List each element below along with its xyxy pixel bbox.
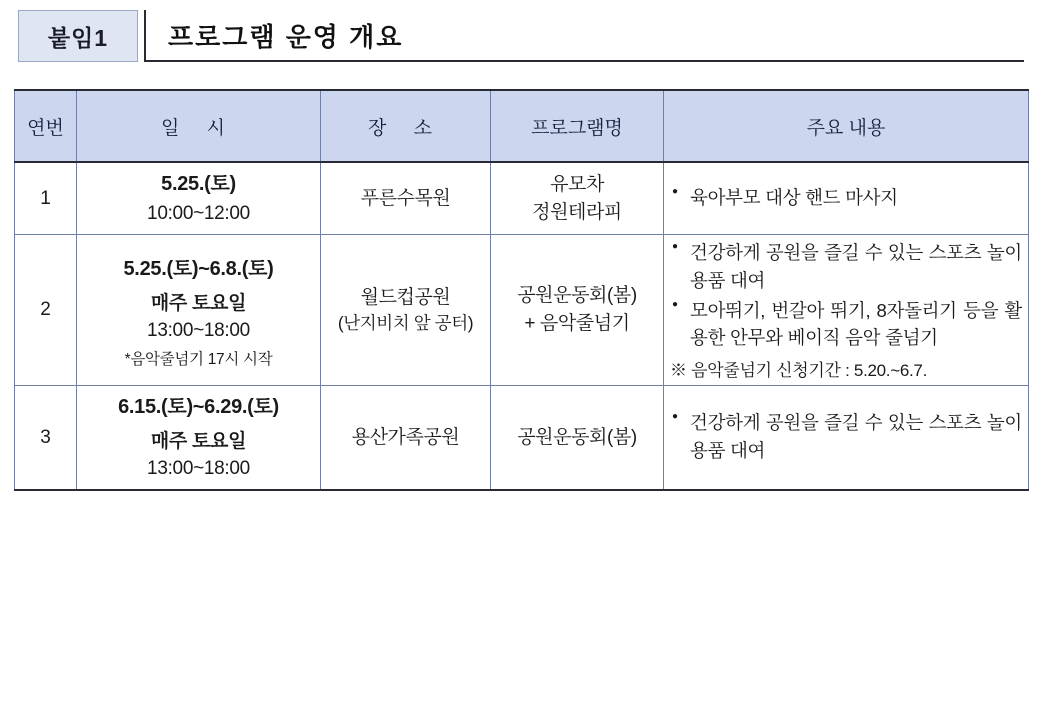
row-place bbox=[321, 386, 491, 491]
table-body bbox=[15, 162, 1029, 490]
details-list bbox=[670, 409, 1022, 465]
datetime-main: 5.25.(토) bbox=[161, 173, 236, 195]
table-header bbox=[15, 90, 1029, 162]
datetime-time: 10:00~12:00 bbox=[147, 203, 250, 224]
details-note: ※ 음악줄넘기 신청기간 : 5.20.~6.7. bbox=[670, 361, 928, 380]
list-item: ● 건강하게 공원을 즐길 수 있는 스포츠 놀이 용품 대여 bbox=[670, 239, 1022, 295]
row-place bbox=[321, 235, 491, 386]
program-name-line1: 공원운동회(봄) bbox=[517, 285, 637, 307]
list-item: ● 건강하게 공원을 즐길 수 있는 스포츠 놀이 용품 대여 bbox=[670, 409, 1022, 465]
page-title-container bbox=[144, 10, 1024, 62]
place-detail: (난지비치 앞 공터) bbox=[337, 313, 474, 334]
datetime-time: 13:00~18:00 bbox=[147, 319, 250, 341]
datetime-time: 13:00~18:00 bbox=[147, 458, 250, 479]
details-list bbox=[670, 184, 1022, 212]
row-datetime bbox=[77, 162, 321, 235]
row-place bbox=[321, 162, 491, 235]
row-program bbox=[491, 162, 664, 235]
table-row bbox=[15, 386, 1029, 491]
row-datetime bbox=[77, 235, 321, 386]
row-number: 2 bbox=[15, 235, 77, 386]
column-header-program: 프로그램명 bbox=[491, 90, 664, 162]
document-header bbox=[18, 10, 1024, 62]
program-table-container bbox=[14, 89, 1028, 491]
table-header-row bbox=[15, 90, 1029, 162]
place-name: 월드컵공원 bbox=[360, 286, 451, 308]
list-item: ● 모아뛰기, 번갈아 뛰기, 8자돌리기 등을 활용한 안무와 베이직 음악 줄넘기 bbox=[670, 297, 1022, 353]
page-title: 프로그램 운영 개요 bbox=[168, 21, 404, 52]
table-row bbox=[15, 235, 1029, 386]
details-list bbox=[670, 239, 1022, 352]
column-header-place: 장 소 bbox=[321, 90, 491, 162]
program-table bbox=[14, 89, 1029, 491]
datetime-weekday: 매주 토요일 bbox=[150, 292, 247, 314]
program-name-line2: + 음악줄넘기 bbox=[524, 313, 630, 334]
row-number: 1 bbox=[15, 162, 77, 235]
datetime-note: *음악줄넘기 17시 시작 bbox=[124, 350, 273, 368]
program-name-line2: 정원테라피 bbox=[532, 201, 622, 223]
row-details bbox=[664, 235, 1029, 386]
row-datetime bbox=[77, 386, 321, 491]
table-row bbox=[15, 162, 1029, 235]
datetime-main: 5.25.(토)~6.8.(토) bbox=[123, 257, 274, 280]
program-name-line1: 공원운동회(봄) bbox=[517, 426, 637, 448]
row-program bbox=[491, 386, 664, 491]
column-header-details: 주요 내용 bbox=[664, 90, 1029, 162]
place-name: 푸른수목원 bbox=[360, 187, 451, 209]
column-header-no: 연번 bbox=[15, 90, 77, 162]
attachment-badge: 붙임1 bbox=[18, 10, 138, 62]
row-details bbox=[664, 386, 1029, 491]
datetime-main: 6.15.(토)~6.29.(토) bbox=[118, 396, 279, 418]
place-name: 용산가족공원 bbox=[351, 426, 460, 448]
program-name-line1: 유모차 bbox=[550, 173, 604, 195]
row-details bbox=[664, 162, 1029, 235]
list-item: ● 육아부모 대상 핸드 마사지 bbox=[670, 184, 1022, 212]
row-program bbox=[491, 235, 664, 386]
datetime-weekday: 매주 토요일 bbox=[150, 431, 247, 452]
column-header-datetime: 일 시 bbox=[77, 90, 321, 162]
row-number: 3 bbox=[15, 386, 77, 491]
